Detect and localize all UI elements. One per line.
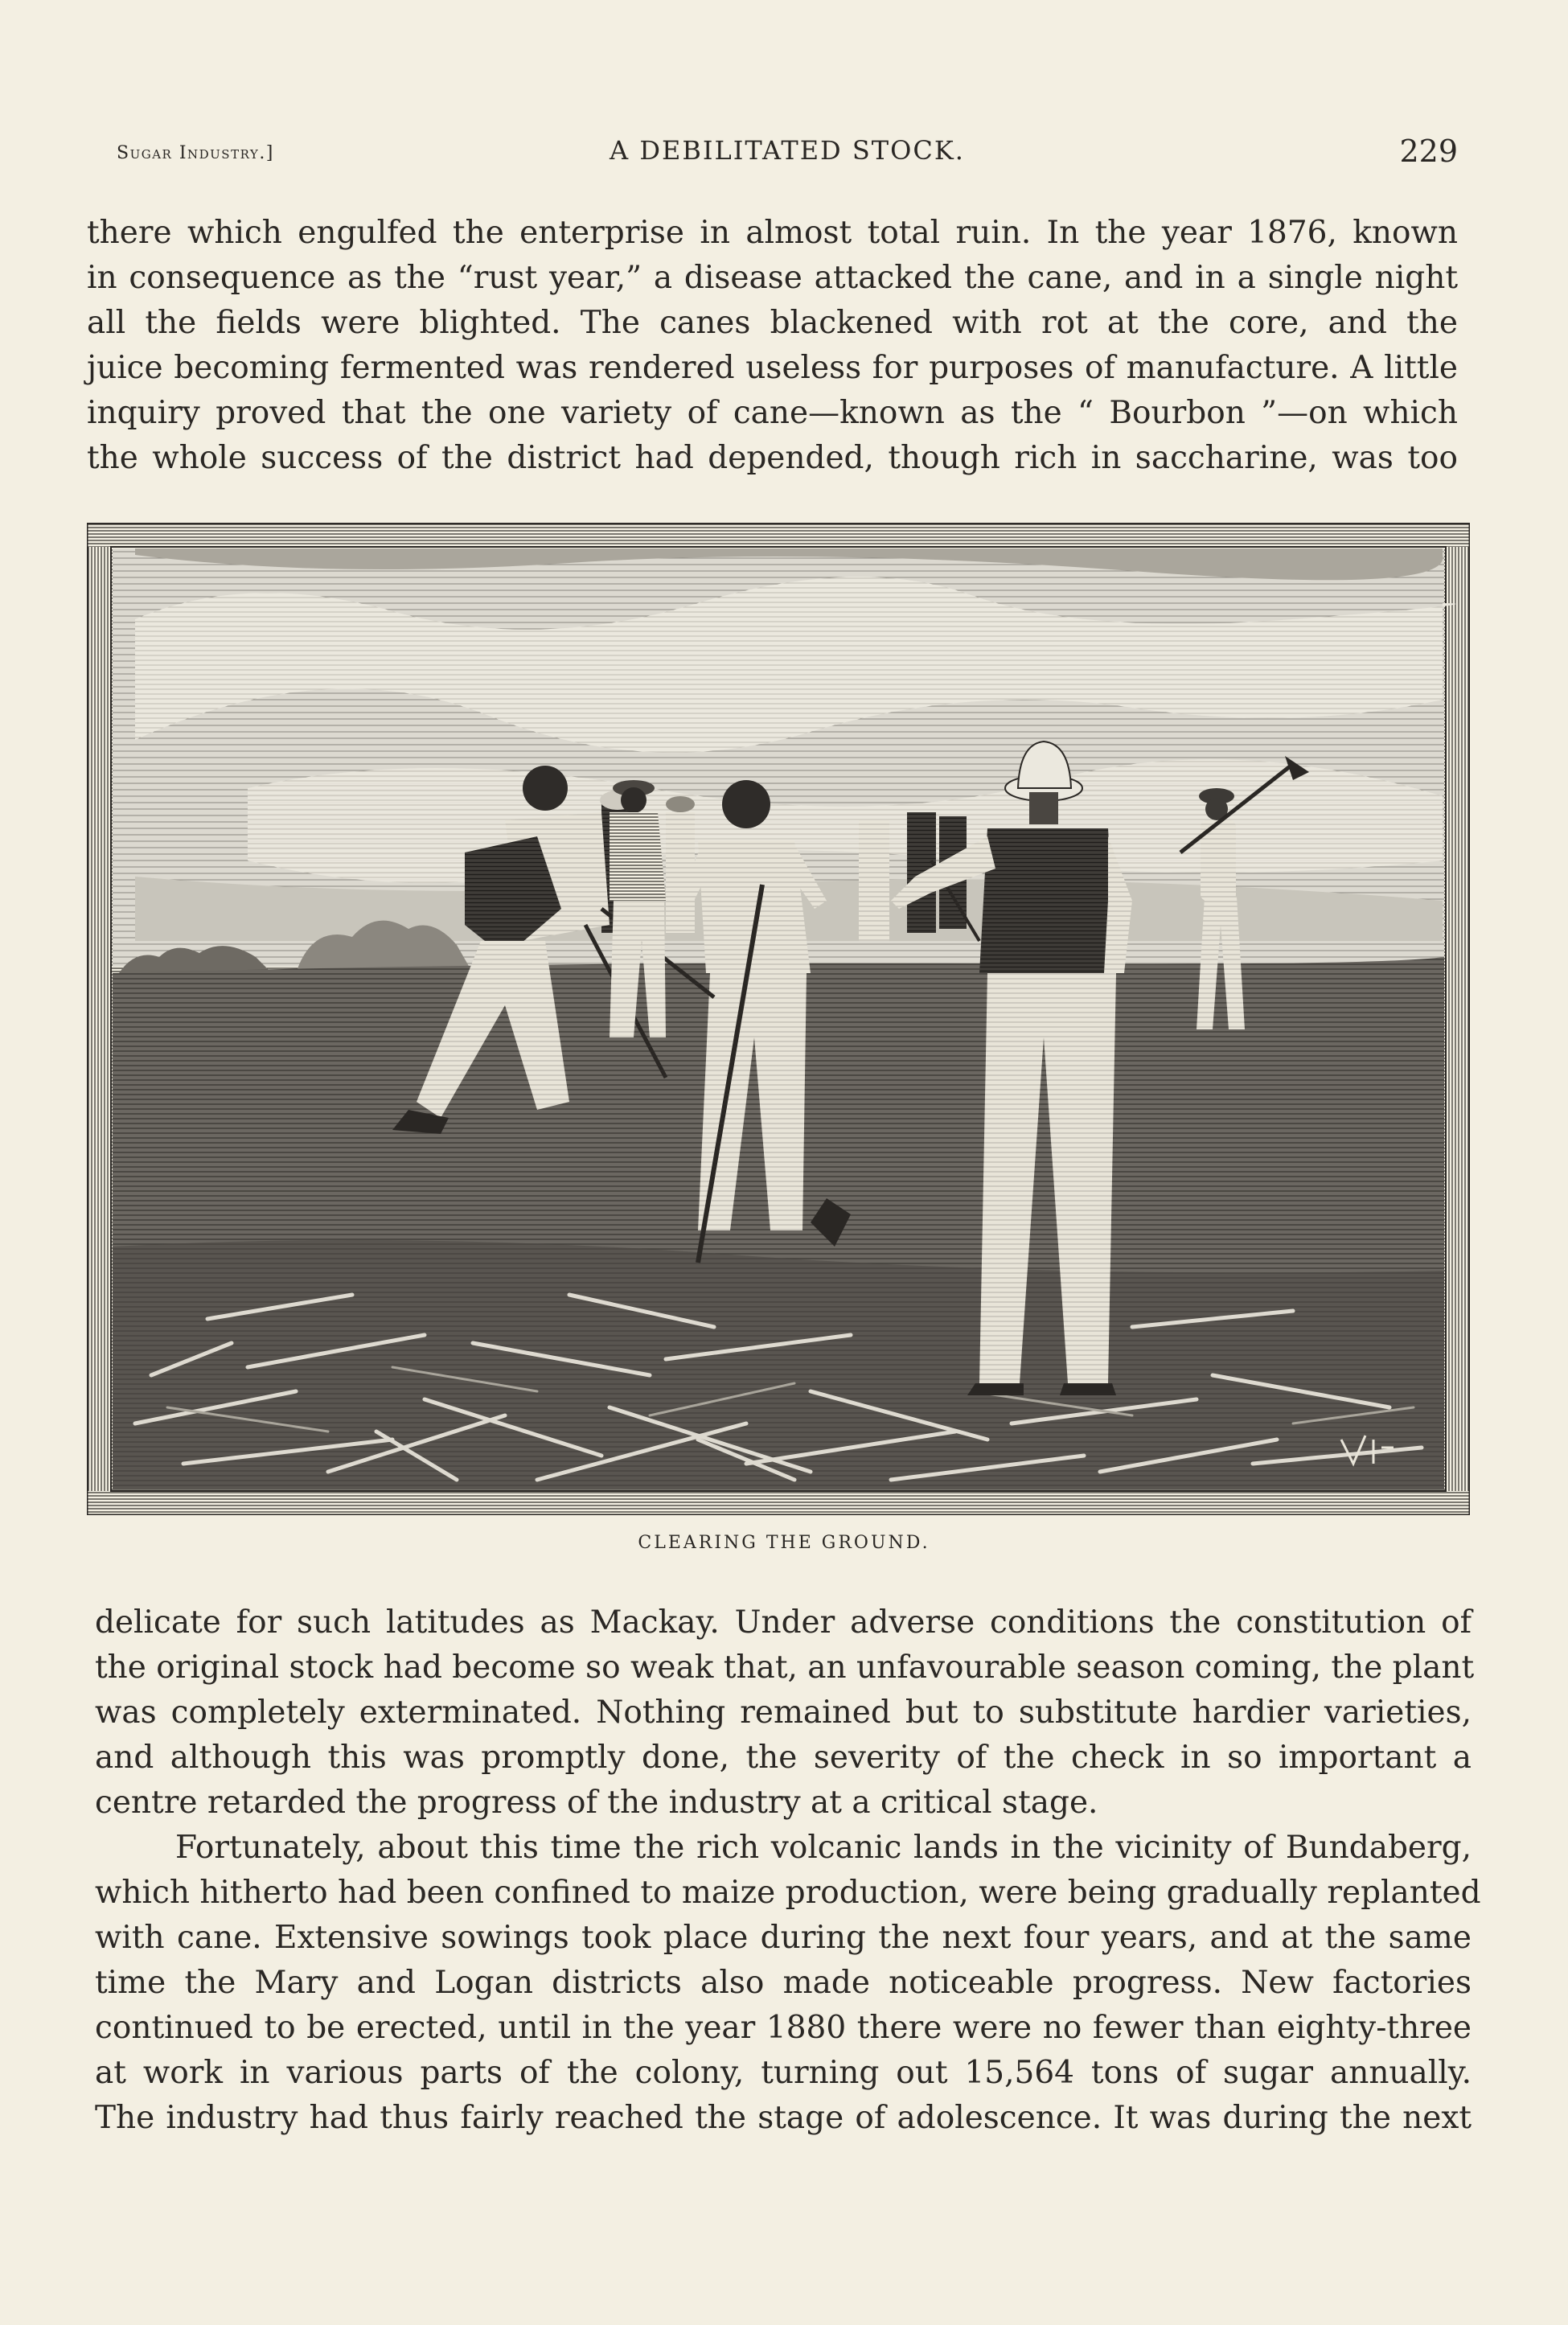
engraving-illustration — [87, 523, 1470, 1515]
top-paragraph — [87, 211, 1458, 481]
text-line: juice becoming fermented was rendered useless for purposes of manufacture. A little — [87, 350, 1458, 386]
text-line: at work in various parts of the colony, turning out 15,564 tons of sugar annually. — [95, 2055, 1472, 2091]
running-head — [117, 135, 1458, 175]
running-head-title: A DEBILITATED STOCK. — [610, 135, 965, 166]
page-number: 229 — [1399, 134, 1458, 169]
text-line: centre retarded the progress of the industry at a critical stage. — [95, 1785, 1098, 1821]
text-line: in consequence as the “rust year,” a disease attacked the cane, and in a single night — [87, 260, 1458, 296]
running-head-section: Sugar Industry.] — [117, 143, 274, 163]
text-line: the original stock had become so weak that, an unfavourable season coming, the plant — [95, 1649, 1475, 1686]
text-line: The industry had thus fairly reached the stage of adolescence. It was during the next — [95, 2100, 1472, 2136]
engraving-svg — [87, 523, 1470, 1515]
text-line: all the fields were blighted. The canes blackened with rot at the core, and the — [87, 305, 1458, 341]
text-line: inquiry proved that the one variety of cane—known as the “ Bourbon ”—on which — [87, 395, 1458, 431]
figure-caption: CLEARING THE GROUND. — [638, 1533, 930, 1553]
text-line: and although this was promptly done, the severity of the check in so important a — [95, 1740, 1472, 1776]
text-line: which hitherto had been confined to maize production, were being gradually replanted — [95, 1875, 1481, 1911]
scene — [113, 548, 1455, 1489]
text-line: the whole success of the district had depended, though rich in saccharine, was too — [87, 440, 1458, 476]
text-line: with cane. Extensive sowings took place during the next four years, and at the same — [95, 1920, 1472, 1956]
text-line: continued to be erected, until in the year 1880 there were no fewer than eighty-three — [95, 2010, 1472, 2046]
text-line: was completely exterminated. Nothing remained but to substitute hardier varieties, — [95, 1694, 1472, 1731]
text-line: delicate for such latitudes as Mackay. Under adverse conditions the constitution of — [95, 1604, 1472, 1641]
bottom-paragraphs — [95, 1600, 1481, 2141]
text-line: Fortunately, about this time the rich volcanic lands in the vicinity of Bundaberg, — [175, 1830, 1472, 1866]
text-line: there which engulfed the enterprise in almost total ruin. In the year 1876, known — [87, 215, 1458, 251]
text-line: time the Mary and Logan districts also made noticeable progress. New factories — [95, 1965, 1472, 2001]
